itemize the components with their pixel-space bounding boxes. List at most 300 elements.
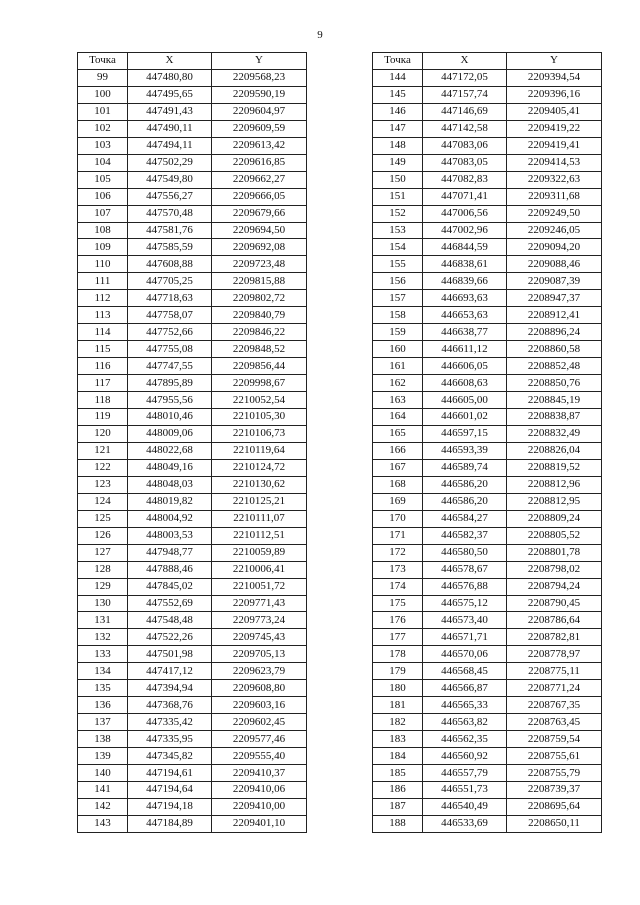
y-cell: 2209087,39 xyxy=(507,273,602,290)
x-cell: 447490,11 xyxy=(128,120,212,137)
point-cell: 102 xyxy=(78,120,128,137)
table-header-row xyxy=(373,53,602,70)
y-cell: 2208650,11 xyxy=(507,815,602,832)
y-cell: 2208763,45 xyxy=(507,714,602,731)
x-cell: 446540,49 xyxy=(423,798,507,815)
x-cell: 447895,89 xyxy=(128,375,212,392)
point-cell: 124 xyxy=(78,493,128,510)
point-cell: 99 xyxy=(78,69,128,86)
x-cell: 446839,66 xyxy=(423,273,507,290)
table-row xyxy=(373,561,602,578)
point-cell: 161 xyxy=(373,358,423,375)
table-row xyxy=(373,120,602,137)
y-cell: 2209694,50 xyxy=(212,222,307,239)
y-cell: 2209613,42 xyxy=(212,137,307,154)
y-cell: 2208832,49 xyxy=(507,425,602,442)
point-cell: 132 xyxy=(78,629,128,646)
point-cell: 154 xyxy=(373,239,423,256)
x-cell: 446638,77 xyxy=(423,324,507,341)
point-cell: 120 xyxy=(78,425,128,442)
point-cell: 142 xyxy=(78,798,128,815)
x-cell: 448022,68 xyxy=(128,442,212,459)
y-cell: 2209094,20 xyxy=(507,239,602,256)
point-cell: 130 xyxy=(78,595,128,612)
table-row xyxy=(78,714,307,731)
table-row xyxy=(373,103,602,120)
y-cell: 2210125,21 xyxy=(212,493,307,510)
point-cell: 150 xyxy=(373,171,423,188)
point-cell: 170 xyxy=(373,510,423,527)
y-cell: 2209410,37 xyxy=(212,765,307,782)
table-row xyxy=(78,680,307,697)
point-cell: 103 xyxy=(78,137,128,154)
table-row xyxy=(373,69,602,86)
y-cell: 2209414,53 xyxy=(507,154,602,171)
x-cell: 446570,06 xyxy=(423,646,507,663)
y-cell: 2208812,96 xyxy=(507,476,602,493)
x-cell: 447142,58 xyxy=(423,120,507,137)
table-body xyxy=(373,69,602,832)
point-cell: 121 xyxy=(78,442,128,459)
y-cell: 2209246,05 xyxy=(507,222,602,239)
y-cell: 2209410,06 xyxy=(212,781,307,798)
point-cell: 152 xyxy=(373,205,423,222)
x-cell: 446576,88 xyxy=(423,578,507,595)
y-cell: 2209773,24 xyxy=(212,612,307,629)
table-row xyxy=(373,765,602,782)
x-cell: 446580,50 xyxy=(423,544,507,561)
x-cell: 447549,80 xyxy=(128,171,212,188)
y-cell: 2208819,52 xyxy=(507,459,602,476)
y-cell: 2209590,19 xyxy=(212,86,307,103)
y-cell: 2208850,76 xyxy=(507,375,602,392)
table-row xyxy=(373,798,602,815)
point-cell: 187 xyxy=(373,798,423,815)
table-row xyxy=(78,188,307,205)
y-cell: 2209802,72 xyxy=(212,290,307,307)
x-cell: 446584,27 xyxy=(423,510,507,527)
table-row xyxy=(373,748,602,765)
x-cell: 448049,16 xyxy=(128,459,212,476)
y-cell: 2208826,04 xyxy=(507,442,602,459)
x-cell: 446573,40 xyxy=(423,612,507,629)
table-row xyxy=(78,86,307,103)
x-cell: 446562,35 xyxy=(423,731,507,748)
point-cell: 129 xyxy=(78,578,128,595)
table-row xyxy=(78,493,307,510)
x-cell: 448010,46 xyxy=(128,409,212,426)
table-row xyxy=(373,527,602,544)
x-cell: 446568,45 xyxy=(423,663,507,680)
table-row xyxy=(373,273,602,290)
table-row xyxy=(373,442,602,459)
x-cell: 447146,69 xyxy=(423,103,507,120)
table-row xyxy=(373,324,602,341)
table-row xyxy=(373,731,602,748)
table-row xyxy=(373,409,602,426)
y-cell: 2209666,05 xyxy=(212,188,307,205)
y-cell: 2210059,89 xyxy=(212,544,307,561)
table-row xyxy=(78,256,307,273)
table-row xyxy=(373,815,602,832)
point-cell: 165 xyxy=(373,425,423,442)
x-cell: 447581,76 xyxy=(128,222,212,239)
table-row xyxy=(373,154,602,171)
point-cell: 168 xyxy=(373,476,423,493)
x-cell: 446597,15 xyxy=(423,425,507,442)
point-cell: 163 xyxy=(373,392,423,409)
y-cell: 2208838,87 xyxy=(507,409,602,426)
table-row xyxy=(78,595,307,612)
table-row xyxy=(373,205,602,222)
point-cell: 156 xyxy=(373,273,423,290)
x-cell: 447194,64 xyxy=(128,781,212,798)
x-cell: 447502,29 xyxy=(128,154,212,171)
point-cell: 117 xyxy=(78,375,128,392)
table-row xyxy=(373,595,602,612)
point-cell: 166 xyxy=(373,442,423,459)
x-cell: 447194,61 xyxy=(128,765,212,782)
table-row xyxy=(373,171,602,188)
y-cell: 2209568,23 xyxy=(212,69,307,86)
header-x: X xyxy=(423,53,507,70)
y-cell: 2208801,78 xyxy=(507,544,602,561)
table-row xyxy=(78,442,307,459)
y-cell: 2208852,48 xyxy=(507,358,602,375)
x-cell: 447345,82 xyxy=(128,748,212,765)
point-cell: 155 xyxy=(373,256,423,273)
point-cell: 104 xyxy=(78,154,128,171)
header-y: Y xyxy=(212,53,307,70)
y-cell: 2208812,95 xyxy=(507,493,602,510)
x-cell: 446565,33 xyxy=(423,697,507,714)
table-row xyxy=(373,290,602,307)
point-cell: 105 xyxy=(78,171,128,188)
y-cell: 2209705,13 xyxy=(212,646,307,663)
table-row xyxy=(373,578,602,595)
y-cell: 2208809,24 xyxy=(507,510,602,527)
y-cell: 2209846,22 xyxy=(212,324,307,341)
point-cell: 122 xyxy=(78,459,128,476)
table-row xyxy=(78,748,307,765)
table-row xyxy=(373,714,602,731)
y-cell: 2208771,24 xyxy=(507,680,602,697)
point-cell: 167 xyxy=(373,459,423,476)
x-cell: 447394,94 xyxy=(128,680,212,697)
x-cell: 447002,96 xyxy=(423,222,507,239)
table-row xyxy=(78,222,307,239)
x-cell: 447747,55 xyxy=(128,358,212,375)
point-cell: 118 xyxy=(78,392,128,409)
table-row xyxy=(373,256,602,273)
y-cell: 2210052,54 xyxy=(212,392,307,409)
y-cell: 2208695,64 xyxy=(507,798,602,815)
point-cell: 141 xyxy=(78,781,128,798)
y-cell: 2209998,67 xyxy=(212,375,307,392)
x-cell: 446571,71 xyxy=(423,629,507,646)
page-number: 9 xyxy=(317,29,323,41)
x-cell: 447752,66 xyxy=(128,324,212,341)
x-cell: 447335,42 xyxy=(128,714,212,731)
x-cell: 446653,63 xyxy=(423,307,507,324)
x-cell: 447948,77 xyxy=(128,544,212,561)
y-cell: 2209555,40 xyxy=(212,748,307,765)
table-row xyxy=(78,358,307,375)
y-cell: 2209405,41 xyxy=(507,103,602,120)
table-row xyxy=(373,425,602,442)
point-cell: 115 xyxy=(78,341,128,358)
y-cell: 2209609,59 xyxy=(212,120,307,137)
point-cell: 108 xyxy=(78,222,128,239)
x-cell: 446560,92 xyxy=(423,748,507,765)
y-cell: 2208767,35 xyxy=(507,697,602,714)
point-cell: 171 xyxy=(373,527,423,544)
table-row xyxy=(373,86,602,103)
x-cell: 447083,06 xyxy=(423,137,507,154)
x-cell: 446578,67 xyxy=(423,561,507,578)
point-cell: 128 xyxy=(78,561,128,578)
x-cell: 446606,05 xyxy=(423,358,507,375)
x-cell: 447556,27 xyxy=(128,188,212,205)
y-cell: 2210106,73 xyxy=(212,425,307,442)
table-row xyxy=(78,205,307,222)
x-cell: 446838,61 xyxy=(423,256,507,273)
x-cell: 446608,63 xyxy=(423,375,507,392)
y-cell: 2208896,24 xyxy=(507,324,602,341)
point-cell: 133 xyxy=(78,646,128,663)
point-cell: 112 xyxy=(78,290,128,307)
point-cell: 159 xyxy=(373,324,423,341)
table-row xyxy=(373,476,602,493)
x-cell: 447071,41 xyxy=(423,188,507,205)
point-cell: 134 xyxy=(78,663,128,680)
x-cell: 447845,02 xyxy=(128,578,212,595)
header-point: Точка xyxy=(373,53,423,70)
point-cell: 172 xyxy=(373,544,423,561)
table-row xyxy=(373,459,602,476)
table-row xyxy=(78,612,307,629)
point-cell: 123 xyxy=(78,476,128,493)
x-cell: 447491,43 xyxy=(128,103,212,120)
table-row xyxy=(373,493,602,510)
y-cell: 2209602,45 xyxy=(212,714,307,731)
x-cell: 447718,63 xyxy=(128,290,212,307)
x-cell: 447184,89 xyxy=(128,815,212,832)
x-cell: 447608,88 xyxy=(128,256,212,273)
y-cell: 2210111,07 xyxy=(212,510,307,527)
y-cell: 2210124,72 xyxy=(212,459,307,476)
x-cell: 447157,74 xyxy=(423,86,507,103)
y-cell: 2209608,80 xyxy=(212,680,307,697)
y-cell: 2209662,27 xyxy=(212,171,307,188)
point-cell: 149 xyxy=(373,154,423,171)
table-row xyxy=(78,137,307,154)
y-cell: 2208755,61 xyxy=(507,748,602,765)
y-cell: 2208790,45 xyxy=(507,595,602,612)
x-cell: 447570,48 xyxy=(128,205,212,222)
y-cell: 2209679,66 xyxy=(212,205,307,222)
point-cell: 107 xyxy=(78,205,128,222)
table-row xyxy=(78,459,307,476)
x-cell: 446844,59 xyxy=(423,239,507,256)
x-cell: 447548,48 xyxy=(128,612,212,629)
table-row xyxy=(78,510,307,527)
y-cell: 2209623,79 xyxy=(212,663,307,680)
point-cell: 146 xyxy=(373,103,423,120)
table-row xyxy=(373,544,602,561)
point-cell: 160 xyxy=(373,341,423,358)
table-row xyxy=(78,646,307,663)
table-row xyxy=(78,663,307,680)
y-cell: 2209745,43 xyxy=(212,629,307,646)
y-cell: 2208775,11 xyxy=(507,663,602,680)
point-cell: 113 xyxy=(78,307,128,324)
y-cell: 2208755,79 xyxy=(507,765,602,782)
table-row xyxy=(78,341,307,358)
table-row xyxy=(78,476,307,493)
point-cell: 175 xyxy=(373,595,423,612)
table-row xyxy=(78,120,307,137)
point-cell: 186 xyxy=(373,781,423,798)
point-cell: 151 xyxy=(373,188,423,205)
x-cell: 447172,05 xyxy=(423,69,507,86)
y-cell: 2209577,46 xyxy=(212,731,307,748)
x-cell: 447335,95 xyxy=(128,731,212,748)
x-cell: 447494,11 xyxy=(128,137,212,154)
point-cell: 180 xyxy=(373,680,423,697)
table-row xyxy=(373,307,602,324)
point-cell: 181 xyxy=(373,697,423,714)
table-row xyxy=(373,239,602,256)
table-row xyxy=(78,578,307,595)
x-cell: 448004,92 xyxy=(128,510,212,527)
y-cell: 2209088,46 xyxy=(507,256,602,273)
point-cell: 185 xyxy=(373,765,423,782)
x-cell: 447480,80 xyxy=(128,69,212,86)
x-cell: 447417,12 xyxy=(128,663,212,680)
point-cell: 147 xyxy=(373,120,423,137)
y-cell: 2209322,63 xyxy=(507,171,602,188)
y-cell: 2209410,00 xyxy=(212,798,307,815)
x-cell: 446551,73 xyxy=(423,781,507,798)
y-cell: 2209419,41 xyxy=(507,137,602,154)
header-x: X xyxy=(128,53,212,70)
table-row xyxy=(373,663,602,680)
table-row xyxy=(78,239,307,256)
y-cell: 2209840,79 xyxy=(212,307,307,324)
point-cell: 111 xyxy=(78,273,128,290)
table-row xyxy=(373,341,602,358)
table-row xyxy=(78,375,307,392)
x-cell: 448003,53 xyxy=(128,527,212,544)
table-row xyxy=(78,69,307,86)
coordinates-table-right xyxy=(372,52,602,833)
x-cell: 447006,56 xyxy=(423,205,507,222)
x-cell: 447755,08 xyxy=(128,341,212,358)
table-row xyxy=(78,171,307,188)
y-cell: 2208805,52 xyxy=(507,527,602,544)
x-cell: 447955,56 xyxy=(128,392,212,409)
point-cell: 153 xyxy=(373,222,423,239)
table-row xyxy=(78,154,307,171)
point-cell: 106 xyxy=(78,188,128,205)
y-cell: 2209396,16 xyxy=(507,86,602,103)
point-cell: 114 xyxy=(78,324,128,341)
y-cell: 2210130,62 xyxy=(212,476,307,493)
header-point: Точка xyxy=(78,53,128,70)
x-cell: 446693,63 xyxy=(423,290,507,307)
x-cell: 447705,25 xyxy=(128,273,212,290)
y-cell: 2210105,30 xyxy=(212,409,307,426)
y-cell: 2208778,97 xyxy=(507,646,602,663)
y-cell: 2209771,43 xyxy=(212,595,307,612)
y-cell: 2210051,72 xyxy=(212,578,307,595)
x-cell: 446586,20 xyxy=(423,493,507,510)
y-cell: 2210119,64 xyxy=(212,442,307,459)
point-cell: 126 xyxy=(78,527,128,544)
point-cell: 131 xyxy=(78,612,128,629)
y-cell: 2210112,51 xyxy=(212,527,307,544)
table-row xyxy=(373,392,602,409)
table-row xyxy=(78,527,307,544)
table-row xyxy=(78,409,307,426)
table-row xyxy=(78,324,307,341)
table-row xyxy=(78,765,307,782)
table-row xyxy=(78,798,307,815)
point-cell: 125 xyxy=(78,510,128,527)
point-cell: 157 xyxy=(373,290,423,307)
point-cell: 139 xyxy=(78,748,128,765)
table-row xyxy=(373,697,602,714)
x-cell: 446605,00 xyxy=(423,392,507,409)
table-row xyxy=(373,629,602,646)
point-cell: 119 xyxy=(78,409,128,426)
table-row xyxy=(78,561,307,578)
point-cell: 188 xyxy=(373,815,423,832)
x-cell: 447082,83 xyxy=(423,171,507,188)
y-cell: 2209856,44 xyxy=(212,358,307,375)
x-cell: 446533,69 xyxy=(423,815,507,832)
table-row xyxy=(78,307,307,324)
table-row xyxy=(78,544,307,561)
point-cell: 173 xyxy=(373,561,423,578)
point-cell: 164 xyxy=(373,409,423,426)
x-cell: 446586,20 xyxy=(423,476,507,493)
y-cell: 2208845,19 xyxy=(507,392,602,409)
y-cell: 2209311,68 xyxy=(507,188,602,205)
point-cell: 179 xyxy=(373,663,423,680)
y-cell: 2208739,37 xyxy=(507,781,602,798)
point-cell: 101 xyxy=(78,103,128,120)
table-row xyxy=(373,646,602,663)
table-row xyxy=(78,425,307,442)
point-cell: 110 xyxy=(78,256,128,273)
point-cell: 144 xyxy=(373,69,423,86)
x-cell: 446611,12 xyxy=(423,341,507,358)
point-cell: 169 xyxy=(373,493,423,510)
table-row xyxy=(373,510,602,527)
x-cell: 447495,65 xyxy=(128,86,212,103)
x-cell: 448048,03 xyxy=(128,476,212,493)
table-row xyxy=(373,188,602,205)
y-cell: 2208947,37 xyxy=(507,290,602,307)
table-row xyxy=(373,680,602,697)
point-cell: 176 xyxy=(373,612,423,629)
x-cell: 447888,46 xyxy=(128,561,212,578)
y-cell: 2208786,64 xyxy=(507,612,602,629)
point-cell: 127 xyxy=(78,544,128,561)
y-cell: 2209723,48 xyxy=(212,256,307,273)
